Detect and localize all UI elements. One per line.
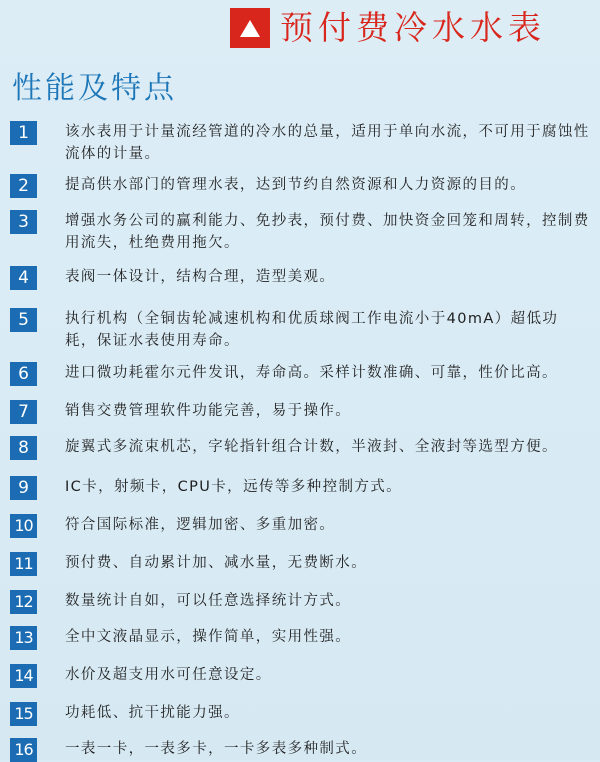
item-number-badge: 13 — [10, 626, 37, 650]
feature-text: 数量统计自如，可以任意选择统计方式。 — [65, 593, 352, 609]
item-number-badge: 15 — [10, 702, 37, 726]
feature-item — [10, 436, 595, 460]
feature-text: 旋翼式多流束机芯，字轮指针组合计数，半液封、全液封等选型方便。 — [65, 439, 558, 455]
feature-item — [10, 400, 595, 424]
feature-text: 一表一卡，一表多卡，一卡多表多种制式。 — [65, 741, 368, 757]
item-number-badge: 3 — [10, 210, 37, 234]
feature-item — [10, 738, 595, 762]
feature-item — [10, 308, 595, 352]
feature-item — [10, 362, 595, 386]
feature-item — [10, 266, 595, 290]
item-number-badge: 1 — [10, 121, 37, 145]
feature-text: 功耗低、抗干扰能力强。 — [65, 705, 240, 721]
item-number-badge: 16 — [10, 738, 37, 762]
feature-text: 进口微功耗霍尔元件发讯，寿命高。采样计数准确、可靠，性价比高。 — [65, 365, 558, 381]
item-number-badge: 11 — [10, 552, 37, 576]
feature-text: 增强水务公司的赢利能力、免抄表，预付费、加快资金回笼和周转，控制费用流失，杜绝费用拖欠。 — [65, 213, 590, 251]
feature-text: 表阀一体设计，结构合理，造型美观。 — [65, 269, 336, 285]
feature-item — [10, 702, 595, 726]
feature-text: 提高供水部门的管理水表，达到节约自然资源和人力资源的目的。 — [65, 177, 527, 193]
feature-item — [10, 626, 595, 650]
item-number-badge: 6 — [10, 362, 37, 386]
feature-text: 全中文液晶显示，操作简单，实用性强。 — [65, 629, 352, 645]
feature-text: 符合国际标准，逻辑加密、多重加密。 — [65, 517, 336, 533]
page-title: 预付费冷水水表 — [280, 8, 546, 47]
item-number-badge: 9 — [10, 476, 37, 500]
feature-text: 执行机构（全铜齿轮减速机构和优质球阀工作电流小于40mA）超低功耗，保证水表使用寿命。 — [65, 311, 559, 349]
feature-text: 水价及超支用水可任意设定。 — [65, 667, 272, 683]
feature-item — [10, 121, 595, 165]
feature-item — [10, 476, 595, 500]
red-triangle-icon — [230, 8, 270, 48]
item-number-badge: 10 — [10, 514, 37, 538]
item-number-badge: 4 — [10, 266, 37, 290]
feature-text: IC卡，射频卡，CPU卡，远传等多种控制方式。 — [65, 479, 403, 495]
section-heading: 性能及特点 — [12, 71, 177, 106]
feature-item — [10, 590, 595, 614]
title-bar — [230, 8, 546, 48]
feature-item — [10, 174, 595, 198]
feature-item — [10, 514, 595, 538]
item-number-badge: 8 — [10, 436, 37, 460]
feature-text: 该水表用于计量流经管道的冷水的总量，适用于单向水流，不可用于腐蚀性流体的计量。 — [65, 124, 590, 162]
feature-text: 销售交费管理软件功能完善，易于操作。 — [65, 403, 352, 419]
feature-item — [10, 552, 595, 576]
item-number-badge: 5 — [10, 308, 37, 332]
item-number-badge: 7 — [10, 400, 37, 424]
item-number-badge: 2 — [10, 174, 37, 198]
feature-text: 预付费、自动累计加、减水量，无费断水。 — [65, 555, 368, 571]
feature-item — [10, 210, 595, 254]
feature-item — [10, 664, 595, 688]
item-number-badge: 12 — [10, 590, 37, 614]
item-number-badge: 14 — [10, 664, 37, 688]
